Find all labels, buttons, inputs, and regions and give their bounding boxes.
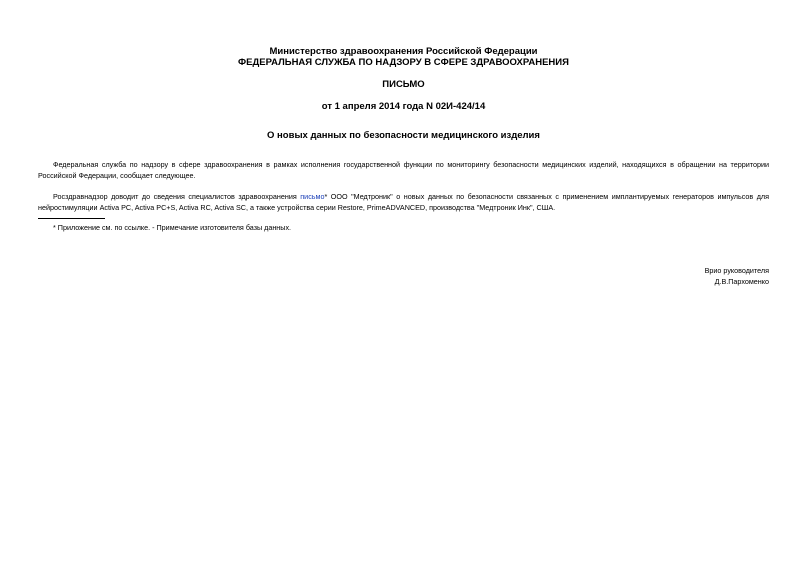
- document-type: ПИСЬМО: [382, 79, 425, 90]
- footnote-text: * Приложение см. по ссылке. - Примечание изготовителя базы данных.: [53, 223, 292, 232]
- body-paragraph-2: [38, 191, 769, 213]
- document-date-number: от 1 апреля 2014 года N 02И-424/14: [321, 101, 486, 112]
- paragraph-2-lead-text: Росздравнадзор доводит до сведения специалистов здравоохранения: [53, 192, 301, 201]
- signature-title: Врио руководителя: [704, 266, 769, 275]
- body-paragraph-1: Федеральная служба по надзору в сфере здравоохранения в рамках исполнения государственной функции по мониторингу безопасности медицинских изделий, находящихся в обращении на территории Российской Федерации, сообщает следующее.: [38, 160, 769, 180]
- document-subject: О новых данных по безопасности медицинского изделия: [267, 130, 540, 141]
- letter-link[interactable]: письмо: [300, 192, 325, 201]
- paragraph-2-trailing-text: * ООО "Медтроник" о новых данных по безопасности связанных с применением имплантируемых генераторов импульсов для нейростимуляции Activa PC, Activa PC+S, Activa RC, Activa SC, а также устройства серии Restore, PrimeADVANCED, производства "Медтроник Инк", США.: [38, 192, 769, 212]
- service-name: ФЕДЕРАЛЬНАЯ СЛУЖБА ПО НАДЗОРУ В СФЕРЕ ЗДРАВООХРАНЕНИЯ: [238, 57, 569, 68]
- footnote-divider: [38, 218, 105, 219]
- signature-name: Д.В.Пархоменко: [714, 277, 769, 286]
- ministry-name: Министерство здравоохранения Российской Федерации: [269, 46, 538, 57]
